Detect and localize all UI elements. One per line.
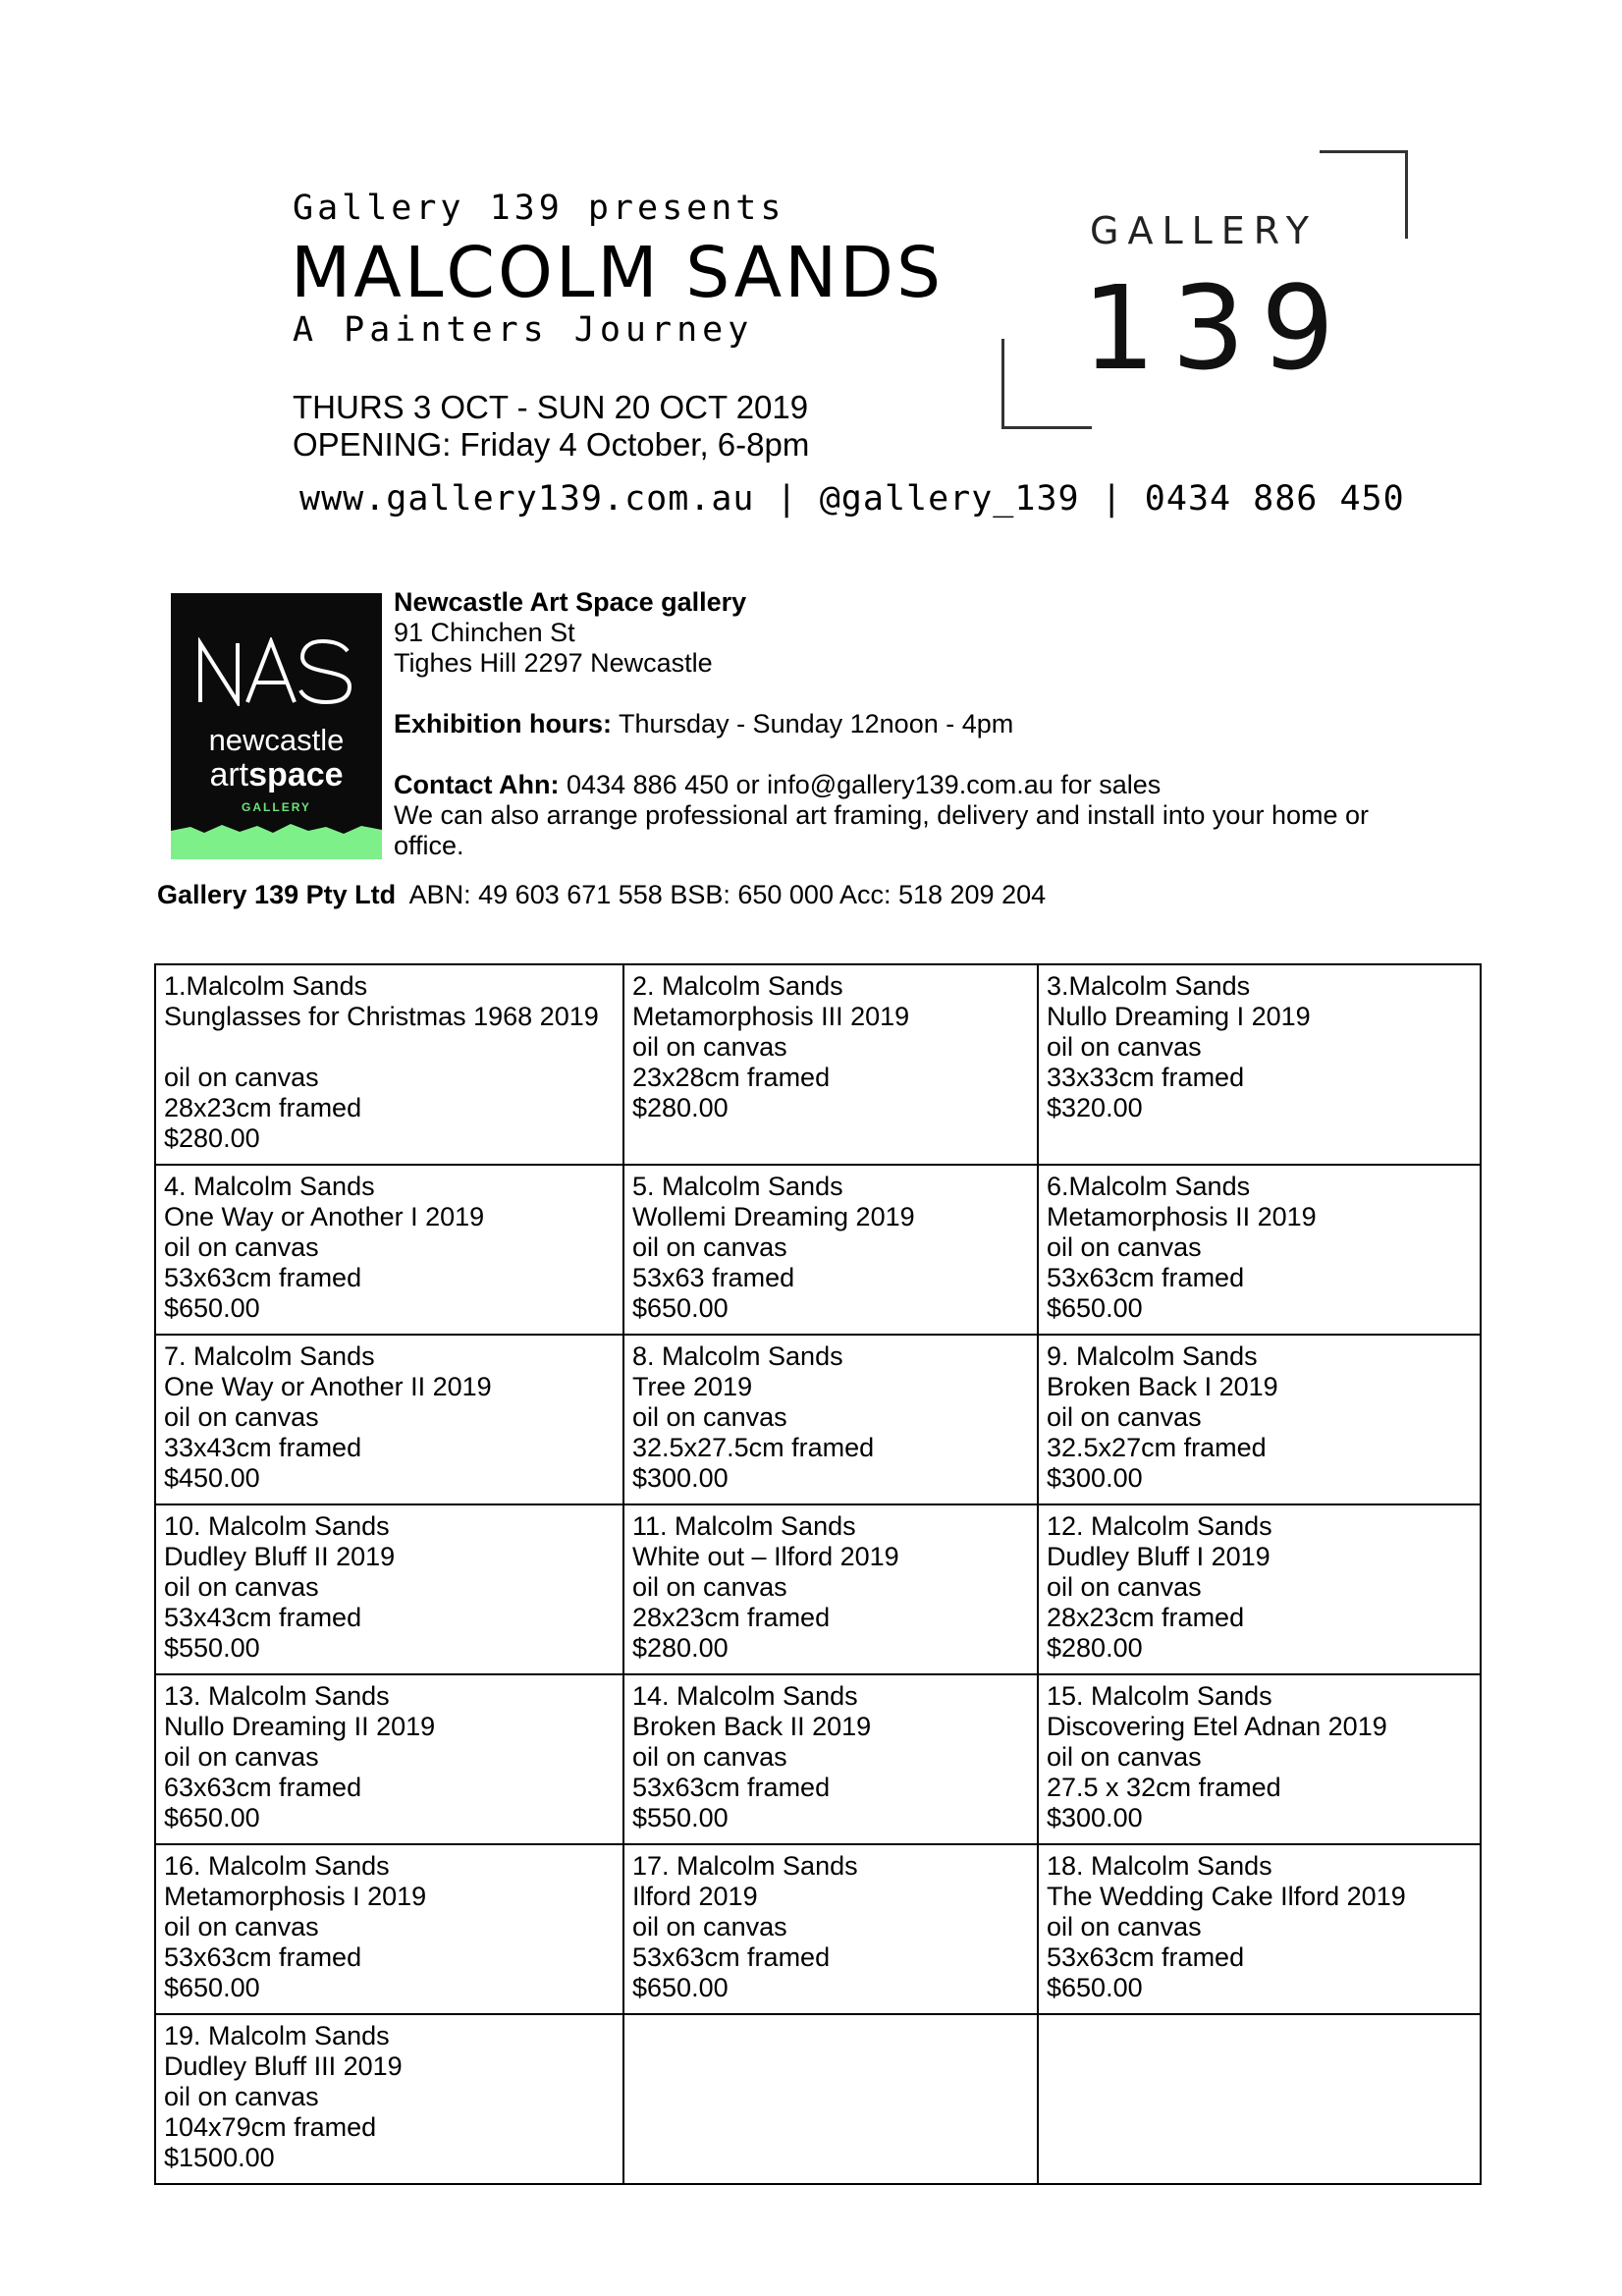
hours-label: Exhibition hours: bbox=[394, 709, 612, 738]
artwork-cell bbox=[155, 964, 623, 1165]
artwork-medium: oil on canvas bbox=[164, 1912, 319, 1941]
artwork-size: 28x23cm framed bbox=[632, 1603, 831, 1632]
venue-street: 91 Chinchen St bbox=[394, 618, 575, 647]
artwork-price: $650.00 bbox=[164, 1293, 260, 1323]
logo-corner-bottom-left bbox=[1001, 339, 1092, 429]
artwork-size: 53x63cm framed bbox=[164, 1263, 362, 1292]
nas-word-gallery: GALLERY bbox=[242, 800, 311, 814]
nas-logo bbox=[171, 593, 382, 859]
services-note-1: We can also arrange professional art framing, delivery and install into your home or bbox=[394, 800, 1370, 830]
logo-word: GALLERY bbox=[1090, 209, 1318, 252]
artwork-title: One Way or Another I 2019 bbox=[164, 1202, 485, 1231]
artwork-cell bbox=[1038, 1335, 1481, 1504]
artwork-size: 53x63cm framed bbox=[164, 1942, 362, 1972]
nas-mark-icon bbox=[196, 637, 353, 706]
works-row bbox=[155, 964, 1481, 1165]
artwork-medium: oil on canvas bbox=[632, 1232, 787, 1262]
empty-cell bbox=[623, 2014, 1038, 2184]
artwork-medium: oil on canvas bbox=[164, 1063, 319, 1092]
artwork-cell bbox=[1038, 964, 1481, 1165]
artwork-medium: oil on canvas bbox=[164, 1572, 319, 1602]
artwork-price: $280.00 bbox=[1047, 1633, 1143, 1663]
artwork-artist: 6.Malcolm Sands bbox=[1047, 1172, 1251, 1201]
contact-links: www.gallery139.com.au | @gallery_139 | 0434 886 450 bbox=[299, 479, 1405, 519]
bank-details: ABN: 49 603 671 558 BSB: 650 000 Acc: 518 209 204 bbox=[408, 880, 1047, 909]
artwork-artist: 10. Malcolm Sands bbox=[164, 1511, 390, 1541]
artwork-size: 63x63cm framed bbox=[164, 1773, 362, 1802]
artist-title: MALCOLM SANDS bbox=[291, 232, 945, 313]
artwork-artist: 3.Malcolm Sands bbox=[1047, 971, 1251, 1001]
artwork-medium: oil on canvas bbox=[164, 2082, 319, 2111]
opening-night: OPENING: Friday 4 October, 6-8pm bbox=[293, 426, 810, 463]
artwork-price: $280.00 bbox=[632, 1633, 729, 1663]
artwork-artist: 14. Malcolm Sands bbox=[632, 1681, 858, 1711]
works-row bbox=[155, 1844, 1481, 2014]
artwork-size: 104x79cm framed bbox=[164, 2112, 377, 2142]
artwork-title: One Way or Another II 2019 bbox=[164, 1372, 492, 1401]
artwork-title: Discovering Etel Adnan 2019 bbox=[1047, 1712, 1387, 1741]
artwork-cell bbox=[623, 1335, 1038, 1504]
artwork-artist: 17. Malcolm Sands bbox=[632, 1851, 858, 1881]
artwork-title: Broken Back I 2019 bbox=[1047, 1372, 1278, 1401]
artwork-cell bbox=[623, 1504, 1038, 1674]
artwork-price: $1500.00 bbox=[164, 2143, 275, 2172]
artwork-size: 23x28cm framed bbox=[632, 1063, 831, 1092]
empty-cell bbox=[1038, 2014, 1481, 2184]
artwork-price: $320.00 bbox=[1047, 1093, 1143, 1122]
artwork-artist: 8. Malcolm Sands bbox=[632, 1341, 843, 1371]
artwork-size: 53x43cm framed bbox=[164, 1603, 362, 1632]
artwork-artist: 4. Malcolm Sands bbox=[164, 1172, 375, 1201]
artwork-title: Dudley Bluff III 2019 bbox=[164, 2051, 403, 2081]
works-row bbox=[155, 1674, 1481, 1844]
logo-corner-top-right bbox=[1320, 150, 1408, 239]
artwork-cell bbox=[155, 1335, 623, 1504]
artwork-artist: 16. Malcolm Sands bbox=[164, 1851, 390, 1881]
services-note-2: office. bbox=[394, 831, 464, 860]
artwork-cell bbox=[1038, 1844, 1481, 2014]
artwork-title: White out – Ilford 2019 bbox=[632, 1542, 899, 1571]
artwork-medium: oil on canvas bbox=[1047, 1572, 1202, 1602]
artwork-artist: 1.Malcolm Sands bbox=[164, 971, 368, 1001]
artwork-price: $300.00 bbox=[1047, 1463, 1143, 1493]
artwork-cell bbox=[155, 1674, 623, 1844]
artwork-size: 27.5 x 32cm framed bbox=[1047, 1773, 1281, 1802]
artwork-size: 53x63cm framed bbox=[632, 1773, 831, 1802]
logo-number: 139 bbox=[1082, 260, 1351, 396]
artwork-cell bbox=[623, 1844, 1038, 2014]
works-row bbox=[155, 1504, 1481, 1674]
artwork-medium: oil on canvas bbox=[164, 1232, 319, 1262]
artwork-title: Dudley Bluff I 2019 bbox=[1047, 1542, 1271, 1571]
artwork-title: Tree 2019 bbox=[632, 1372, 753, 1401]
hours-value: Thursday - Sunday 12noon - 4pm bbox=[619, 709, 1014, 738]
artwork-artist: 13. Malcolm Sands bbox=[164, 1681, 390, 1711]
spacer bbox=[164, 1032, 615, 1063]
artwork-title: Metamorphosis II 2019 bbox=[1047, 1202, 1317, 1231]
artwork-size: 53x63cm framed bbox=[1047, 1942, 1245, 1972]
artwork-size: 28x23cm framed bbox=[164, 1093, 362, 1122]
nas-green-band bbox=[171, 821, 382, 859]
artwork-cell bbox=[1038, 1674, 1481, 1844]
artwork-size: 33x43cm framed bbox=[164, 1433, 362, 1462]
artwork-price: $450.00 bbox=[164, 1463, 260, 1493]
contact-value: 0434 886 450 or info@gallery139.com.au for sales bbox=[567, 770, 1162, 799]
artwork-medium: oil on canvas bbox=[632, 1912, 787, 1941]
venue-suburb: Tighes Hill 2297 Newcastle bbox=[394, 648, 713, 678]
artwork-medium: oil on canvas bbox=[1047, 1742, 1202, 1772]
artwork-cell bbox=[155, 1165, 623, 1335]
artwork-artist: 12. Malcolm Sands bbox=[1047, 1511, 1272, 1541]
artwork-medium: oil on canvas bbox=[632, 1572, 787, 1602]
gallery-139-logo bbox=[992, 142, 1414, 437]
artwork-medium: oil on canvas bbox=[164, 1742, 319, 1772]
presents-line: Gallery 139 presents bbox=[293, 189, 785, 228]
artwork-cell bbox=[623, 964, 1038, 1165]
artwork-price: $650.00 bbox=[164, 1973, 260, 2002]
artwork-artist: 11. Malcolm Sands bbox=[632, 1511, 856, 1541]
artwork-artist: 7. Malcolm Sands bbox=[164, 1341, 375, 1371]
artwork-size: 28x23cm framed bbox=[1047, 1603, 1245, 1632]
artwork-price: $300.00 bbox=[1047, 1803, 1143, 1832]
artwork-cell bbox=[155, 1504, 623, 1674]
artwork-artist: 2. Malcolm Sands bbox=[632, 971, 843, 1001]
artwork-price: $280.00 bbox=[164, 1123, 260, 1153]
artwork-price: $300.00 bbox=[632, 1463, 729, 1493]
artwork-price: $650.00 bbox=[1047, 1973, 1143, 2002]
artwork-price: $550.00 bbox=[632, 1803, 729, 1832]
artwork-title: Nullo Dreaming I 2019 bbox=[1047, 1002, 1311, 1031]
artwork-artist: 5. Malcolm Sands bbox=[632, 1172, 843, 1201]
artwork-size: 53x63 framed bbox=[632, 1263, 795, 1292]
artwork-size: 53x63cm framed bbox=[1047, 1263, 1245, 1292]
artwork-title: The Wedding Cake Ilford 2019 bbox=[1047, 1882, 1406, 1911]
contact-label: Contact Ahn: bbox=[394, 770, 560, 799]
artwork-title: Metamorphosis III 2019 bbox=[632, 1002, 910, 1031]
exhibition-subtitle: A Painters Journey bbox=[293, 310, 754, 350]
artwork-title: Broken Back II 2019 bbox=[632, 1712, 872, 1741]
artwork-price: $550.00 bbox=[164, 1633, 260, 1663]
artwork-size: 32.5x27cm framed bbox=[1047, 1433, 1267, 1462]
artwork-medium: oil on canvas bbox=[1047, 1912, 1202, 1941]
artwork-price: $650.00 bbox=[632, 1293, 729, 1323]
artwork-medium: oil on canvas bbox=[632, 1402, 787, 1432]
artwork-title: Dudley Bluff II 2019 bbox=[164, 1542, 396, 1571]
artwork-cell bbox=[155, 1844, 623, 2014]
artwork-medium: oil on canvas bbox=[1047, 1032, 1202, 1062]
works-price-list bbox=[154, 963, 1482, 2185]
artwork-cell bbox=[1038, 1165, 1481, 1335]
artwork-cell bbox=[1038, 1504, 1481, 1674]
venue-info bbox=[394, 587, 1434, 861]
nas-word-newcastle: newcastle bbox=[208, 723, 345, 757]
exhibition-dates bbox=[293, 389, 809, 464]
artwork-size: 53x63cm framed bbox=[632, 1942, 831, 1972]
artwork-size: 33x33cm framed bbox=[1047, 1063, 1245, 1092]
venue-name: Newcastle Art Space gallery bbox=[394, 587, 747, 617]
artwork-size: 32.5x27.5cm framed bbox=[632, 1433, 875, 1462]
artwork-price: $650.00 bbox=[1047, 1293, 1143, 1323]
artwork-medium: oil on canvas bbox=[632, 1742, 787, 1772]
artwork-price: $650.00 bbox=[164, 1803, 260, 1832]
artwork-artist: 19. Malcolm Sands bbox=[164, 2021, 390, 2050]
company-details bbox=[157, 880, 1046, 910]
works-row bbox=[155, 1165, 1481, 1335]
artwork-artist: 15. Malcolm Sands bbox=[1047, 1681, 1272, 1711]
artwork-title: Metamorphosis I 2019 bbox=[164, 1882, 427, 1911]
artwork-medium: oil on canvas bbox=[164, 1402, 319, 1432]
date-range: THURS 3 OCT - SUN 20 OCT 2019 bbox=[293, 389, 809, 425]
artwork-cell bbox=[155, 2014, 623, 2184]
artwork-medium: oil on canvas bbox=[1047, 1402, 1202, 1432]
artwork-artist: 9. Malcolm Sands bbox=[1047, 1341, 1258, 1371]
artwork-medium: oil on canvas bbox=[632, 1032, 787, 1062]
artwork-artist: 18. Malcolm Sands bbox=[1047, 1851, 1272, 1881]
artwork-price: $280.00 bbox=[632, 1093, 729, 1122]
works-row bbox=[155, 2014, 1481, 2184]
artwork-title: Nullo Dreaming II 2019 bbox=[164, 1712, 436, 1741]
company-name: Gallery 139 Pty Ltd bbox=[157, 880, 397, 909]
artwork-medium: oil on canvas bbox=[1047, 1232, 1202, 1262]
artwork-title: Sunglasses for Christmas 1968 2019 bbox=[164, 1002, 599, 1031]
artwork-title: Wollemi Dreaming 2019 bbox=[632, 1202, 915, 1231]
artwork-cell bbox=[623, 1165, 1038, 1335]
artwork-cell bbox=[623, 1674, 1038, 1844]
works-row bbox=[155, 1335, 1481, 1504]
artwork-price: $650.00 bbox=[632, 1973, 729, 2002]
nas-word-artspace: artspace bbox=[209, 756, 344, 793]
artwork-title: Ilford 2019 bbox=[632, 1882, 758, 1911]
